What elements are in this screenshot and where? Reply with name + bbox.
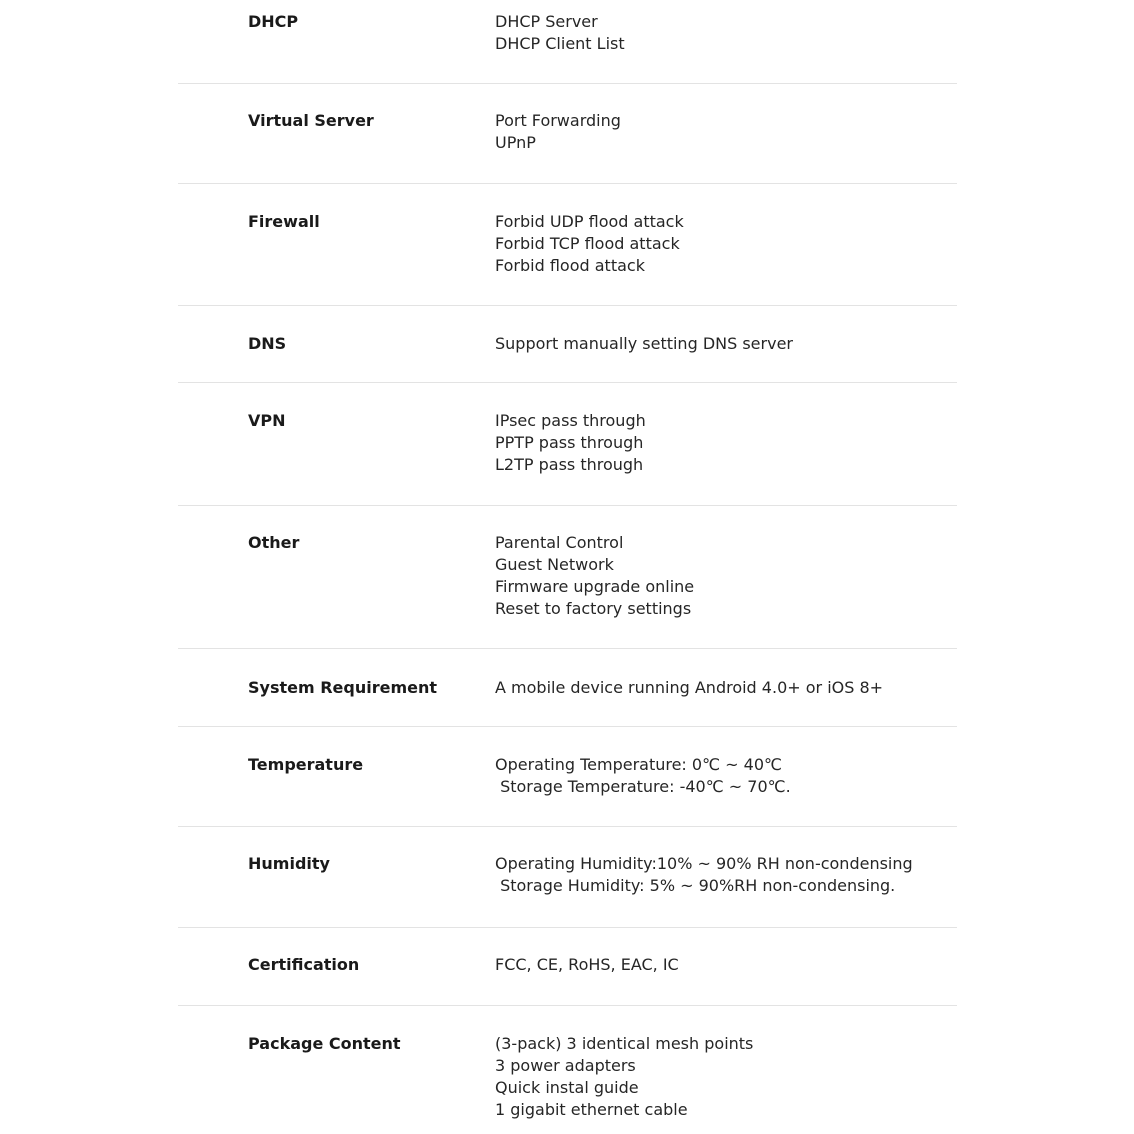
spec-value: Port Forwarding [495, 111, 621, 130]
spec-label: Package Content [248, 1034, 401, 1053]
spec-row-temperature [178, 727, 957, 827]
spec-value: Forbid flood attack [495, 256, 645, 275]
spec-value: Parental Control [495, 533, 624, 552]
spec-values [495, 333, 793, 355]
spec-values [495, 11, 625, 55]
spec-label: Other [248, 533, 300, 552]
spec-label: VPN [248, 411, 286, 430]
spec-values [495, 110, 621, 154]
spec-row-certification [178, 928, 957, 1006]
spec-value: L2TP pass through [495, 455, 644, 474]
spec-label: System Requirement [248, 678, 438, 697]
spec-values [495, 677, 883, 699]
spec-value: Support manually setting DNS server [495, 334, 793, 353]
spec-values [495, 532, 694, 620]
spec-value: IPsec pass through [495, 411, 646, 430]
spec-value: Operating Humidity:10% ~ 90% RH non-condensing [495, 854, 913, 873]
spec-value: Storage Humidity: 5% ~ 90%RH non-condensing. [495, 876, 896, 895]
spec-row-virtual-server [178, 84, 957, 184]
spec-value: FCC, CE, RoHS, EAC, IC [495, 955, 679, 974]
spec-value: Operating Temperature: 0℃ ~ 40℃ [495, 755, 782, 774]
spec-value: (3-pack) 3 identical mesh points [495, 1034, 754, 1053]
spec-values [495, 1033, 753, 1121]
spec-row-package-content [178, 1006, 957, 1134]
spec-value: Guest Network [495, 555, 614, 574]
spec-values [495, 410, 646, 476]
spec-value: Quick instal guide [495, 1078, 639, 1097]
spec-table [178, 0, 957, 1134]
spec-value: 1 gigabit ethernet cable [495, 1100, 688, 1119]
spec-values [495, 754, 791, 798]
spec-value: Forbid UDP flood attack [495, 212, 684, 231]
spec-values [495, 211, 684, 277]
spec-value: Reset to factory settings [495, 599, 692, 618]
spec-value: Storage Temperature: -40℃ ~ 70℃. [495, 777, 791, 796]
spec-values [495, 954, 679, 976]
spec-value: DHCP Server [495, 12, 598, 31]
spec-row-system-requirement [178, 649, 957, 727]
spec-row-other [178, 506, 957, 649]
spec-label: Firewall [248, 212, 320, 231]
spec-row-vpn [178, 383, 957, 506]
spec-row-firewall [178, 184, 957, 306]
spec-row-dns [178, 306, 957, 383]
spec-label: DNS [248, 334, 287, 353]
spec-value: UPnP [495, 133, 536, 152]
spec-value: 3 power adapters [495, 1056, 636, 1075]
spec-label: Virtual Server [248, 111, 374, 130]
spec-values [495, 853, 913, 897]
spec-value: Forbid TCP flood attack [495, 234, 680, 253]
spec-row-humidity [178, 827, 957, 928]
spec-value: A mobile device running Android 4.0+ or iOS 8+ [495, 678, 884, 697]
spec-value: Firmware upgrade online [495, 577, 695, 596]
spec-row-dhcp [178, 0, 957, 84]
spec-label: DHCP [248, 12, 299, 31]
spec-label: Temperature [248, 755, 364, 774]
spec-label: Humidity [248, 854, 330, 873]
spec-value: DHCP Client List [495, 34, 625, 53]
spec-label: Certification [248, 955, 360, 974]
spec-value: PPTP pass through [495, 433, 644, 452]
